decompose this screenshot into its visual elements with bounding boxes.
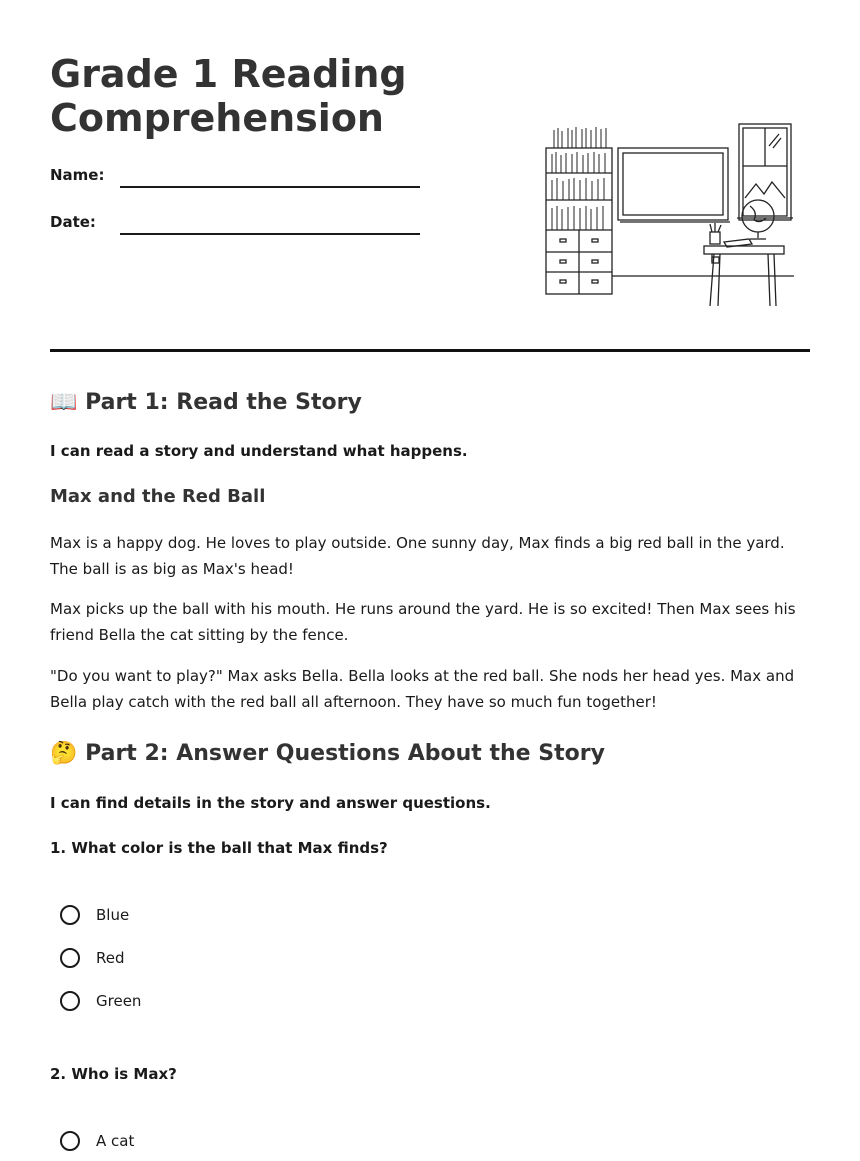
name-line[interactable] (120, 186, 420, 188)
title-line-2: Comprehension (50, 96, 384, 140)
radio-circle-icon[interactable] (60, 1131, 80, 1151)
part1-heading (50, 390, 362, 415)
radio-circle-icon[interactable] (60, 948, 80, 968)
q1-option-green[interactable] (60, 988, 141, 1014)
option-label: Red (96, 949, 125, 967)
story-paragraph-3: "Do you want to play?" Max asks Bella. Bella looks at the red ball. She nods her head yes. Max and Bella play catch with the red ball all afternoon. They have so much fun together! (50, 667, 795, 711)
radio-circle-icon[interactable] (60, 991, 80, 1011)
name-label: Name: (50, 166, 105, 184)
part2-heading-text: Part 2: Answer Questions About the Story (85, 741, 605, 766)
part2-heading (50, 741, 605, 766)
header-divider (50, 349, 810, 352)
story-paragraph-2: Max picks up the ball with his mouth. He runs around the yard. He is so excited! Then Max sees his friend Bella the cat sitting by the fence. (50, 600, 796, 644)
date-line[interactable] (120, 233, 420, 235)
question-1: 1. What color is the ball that Max finds? (50, 839, 388, 857)
radio-circle-icon[interactable] (60, 905, 80, 925)
thinking-face-icon: 🤔 (50, 741, 78, 766)
q2-option-a-cat[interactable] (60, 1128, 134, 1154)
classroom-illustration-icon (544, 118, 800, 314)
q1-option-blue[interactable] (60, 902, 129, 928)
book-icon: 📖 (50, 390, 78, 415)
part2-goal: I can find details in the story and answer questions. (50, 794, 491, 812)
part1-goal: I can read a story and understand what happens. (50, 442, 468, 460)
worksheet-page (50, 0, 810, 1161)
worksheet-title (50, 52, 407, 140)
title-line-1: Grade 1 Reading (50, 52, 407, 96)
story-title: Max and the Red Ball (50, 486, 266, 507)
option-label: A cat (96, 1132, 135, 1150)
part1-heading-text: Part 1: Read the Story (85, 390, 362, 415)
question-2: 2. Who is Max? (50, 1065, 177, 1083)
option-label: Green (96, 992, 142, 1010)
date-label: Date: (50, 213, 96, 231)
q1-option-red[interactable] (60, 945, 125, 971)
story-paragraph-1: Max is a happy dog. He loves to play outside. One sunny day, Max finds a big red ball in the yard. The ball is as big as Max's head! (50, 534, 785, 578)
option-label: Blue (96, 906, 130, 924)
